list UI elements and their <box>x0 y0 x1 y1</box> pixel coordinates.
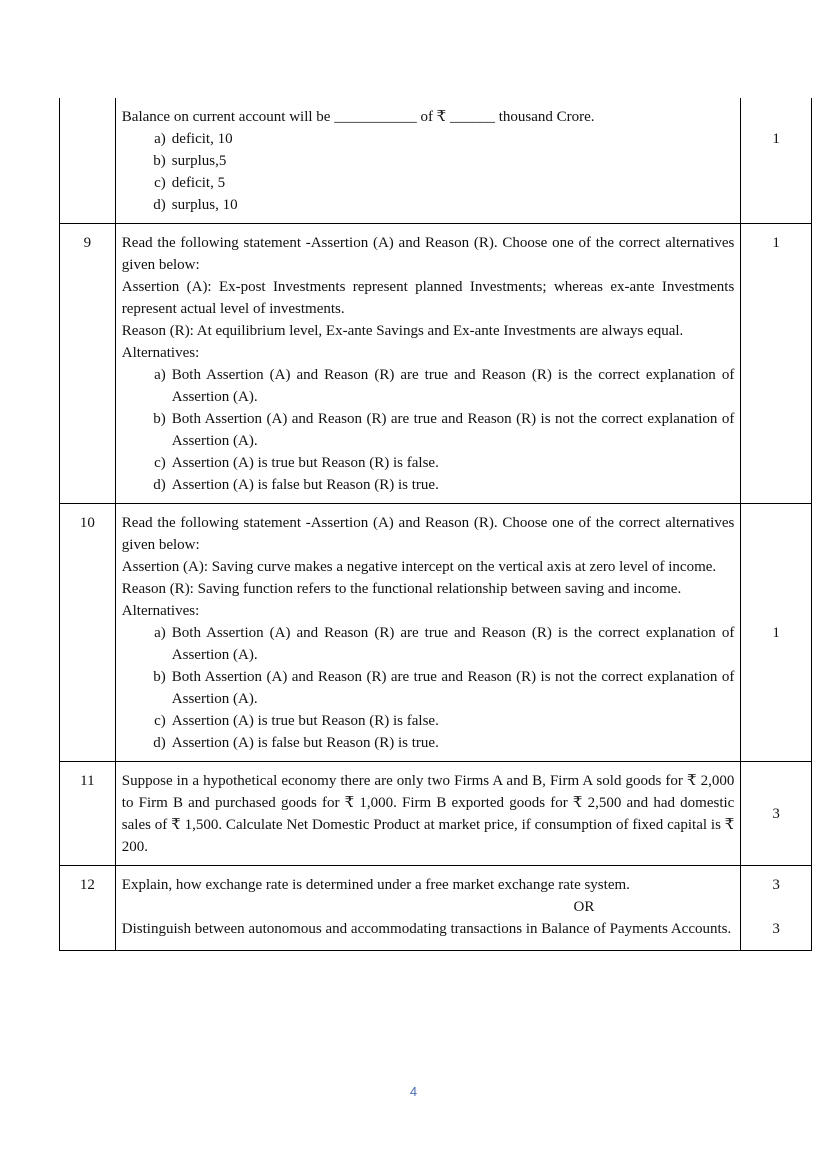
question-stem: Balance on current account will be ___________ of ₹ ______ thousand Crore. <box>121 109 595 125</box>
question-row-12 <box>60 866 812 951</box>
marks: 3 <box>772 805 780 822</box>
option-d: d) surplus, 10 <box>153 197 238 213</box>
question-content <box>115 224 741 504</box>
question-text-b: Distinguish between autonomous and accommodating transactions in Balance of Payments Accounts. <box>121 921 732 937</box>
option-d: d) Assertion (A) is false but Reason (R) is true. <box>153 735 439 751</box>
option-b: b) Both Assertion (A) and Reason (R) are true and Reason (R) is not the correct explanation of Assertion (A). <box>153 411 735 449</box>
question-content <box>115 866 741 951</box>
question-row-9 <box>60 224 812 504</box>
question-text-a: Explain, how exchange rate is determined under a free market exchange rate system. <box>121 877 630 893</box>
question-intro: Read the following statement -Assertion (A) and Reason (R). Choose one of the correct alternatives given below: <box>121 235 735 273</box>
marks: 1 <box>772 235 780 251</box>
question-number: 12 <box>60 866 116 951</box>
option-a: a) deficit, 10 <box>154 131 233 147</box>
option-list <box>122 364 735 496</box>
marks-cell <box>741 866 812 951</box>
page-number: 4 <box>409 1084 418 1099</box>
option-d: d) Assertion (A) is false but Reason (R) is true. <box>153 477 439 493</box>
reason-text: Reason (R): At equilibrium level, Ex-ante Savings and Ex-ante Investments are always equal. <box>121 323 684 339</box>
question-text: Suppose in a hypothetical economy there are only two Firms A and B, Firm A sold goods for ₹ 2,000 to Firm B and purchased goods for ₹ 1,000. Firm B exported goods for ₹ 2,500 and had domestic sales of ₹ 1,500. Calculate Net Domestic Product at market price, if consumption of fixed capital is ₹ 200. <box>121 773 735 855</box>
question-intro: Read the following statement -Assertion (A) and Reason (R). Choose one of the correct alternatives given below: <box>121 515 735 553</box>
option-list <box>122 128 735 216</box>
marks: 1 <box>772 131 780 147</box>
question-row-10 <box>60 504 812 762</box>
question-content <box>115 504 741 762</box>
question-row-8 <box>60 98 812 224</box>
marks: 1 <box>772 624 780 641</box>
assertion-text: Assertion (A): Saving curve makes a negative intercept on the vertical axis at zero level of income. <box>121 559 717 575</box>
question-content <box>115 762 741 866</box>
option-a: a) Both Assertion (A) and Reason (R) are true and Reason (R) is the correct explanation of Assertion (A). <box>154 367 735 405</box>
alternatives-heading: Alternatives: <box>121 345 200 361</box>
reason-text: Reason (R): Saving function refers to the functional relationship between saving and income. <box>121 581 682 597</box>
question-content <box>115 98 741 224</box>
question-row-11 <box>60 762 812 866</box>
alternatives-heading: Alternatives: <box>121 603 200 619</box>
option-list <box>122 622 735 754</box>
option-a: a) Both Assertion (A) and Reason (R) are true and Reason (R) is the correct explanation of Assertion (A). <box>154 625 735 663</box>
marks-cell <box>741 762 812 866</box>
option-b: b) Both Assertion (A) and Reason (R) are true and Reason (R) is not the correct explanation of Assertion (A). <box>153 669 735 707</box>
or-separator: OR <box>573 899 595 915</box>
marks-cell <box>741 98 812 224</box>
marks-a: 3 <box>772 877 780 893</box>
question-table <box>59 98 812 951</box>
option-c: c) deficit, 5 <box>154 175 226 191</box>
question-number: 11 <box>60 762 116 866</box>
option-b: b) surplus,5 <box>153 153 227 169</box>
marks-b: 3 <box>772 921 780 937</box>
option-c: c) Assertion (A) is true but Reason (R) is false. <box>154 713 439 729</box>
question-number: 9 <box>60 224 116 504</box>
question-number: 10 <box>60 504 116 762</box>
option-c: c) Assertion (A) is true but Reason (R) is false. <box>154 455 439 471</box>
assertion-text: Assertion (A): Ex-post Investments represent planned Investments; whereas ex-ante Investments represent actual level of investments. <box>121 279 735 317</box>
question-number <box>60 98 116 224</box>
marks-cell <box>741 224 812 504</box>
marks-cell <box>741 504 812 762</box>
